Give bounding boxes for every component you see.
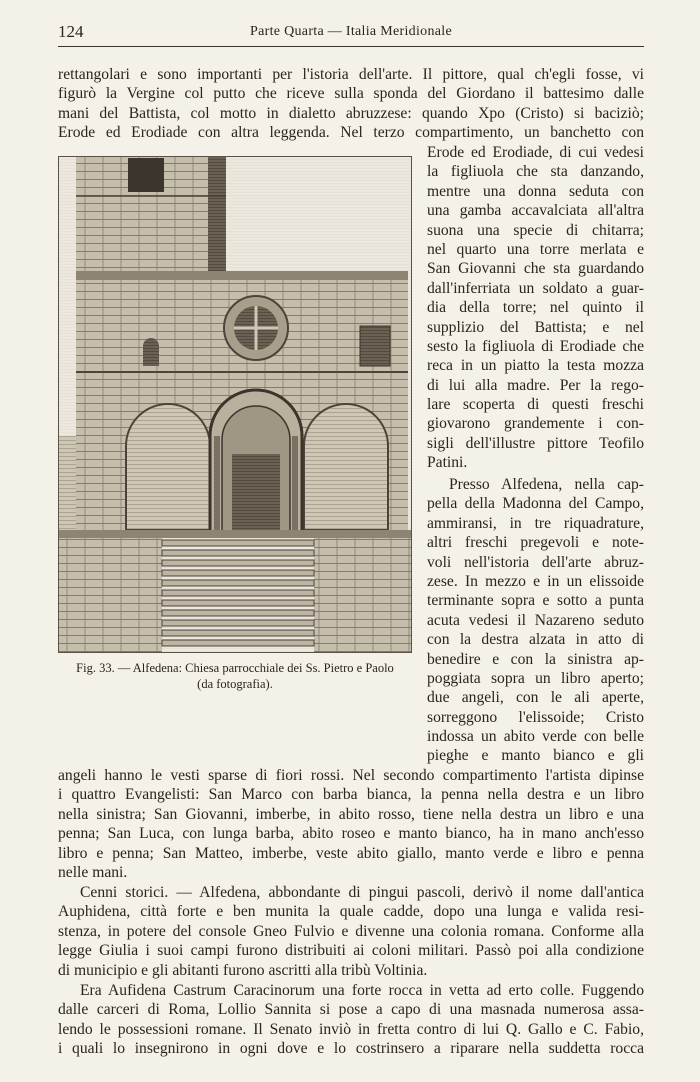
text-line: angeli hanno le vesti sparse di fiori rossi. Nel secondo compartimento l'artista dipinse	[58, 767, 644, 784]
text-line: legge Giulia i suoi campi furono distribuiti ai coloni militari. Passò poi alla condizione	[58, 942, 644, 960]
text-line: rettangolari e sono importanti per l'istoria dell'arte. Il pittore, qual ch'egli fosse, vi	[58, 66, 644, 83]
text-line: stenza, in potere del console Gneo Fulvio e divenne una colonia romana. Conforme alla	[58, 922, 644, 940]
text-line: acuta vedesi il Nazareno seduto	[427, 611, 644, 629]
text-line: altri freschi pregevoli e note-	[427, 534, 644, 552]
church-engraving	[58, 156, 412, 653]
text-line: lendo le possessioni romane. Il Senato inviò in fretta contro di lui Q. Gallo e C. Fabio,	[58, 1020, 644, 1038]
caption-line: Fig. 33. — Alfedena: Chiesa parrocchiale dei Ss. Pietro e Paolo	[76, 661, 394, 675]
running-head: Parte Quarta — Italia Meridionale	[250, 24, 452, 39]
figure-caption	[58, 660, 412, 692]
text-line: Erode ed Erodiade con altra leggenda. Nel terzo compartimento, un banchetto con	[58, 124, 644, 142]
text-line: nel quarto una torre merlata e	[427, 240, 644, 258]
text-line: terminante sopra e sotto a punta	[427, 592, 644, 610]
text-line: di lui alla madre. Per la rego-	[427, 376, 644, 394]
text-line: figurò la Vergine col putto che riceve sulla sponda del Giordano il battesimo dalle	[58, 85, 644, 103]
text-line: reca in un piatto la testa mozza	[427, 357, 644, 375]
text-line: i quali lo insegnirono in ogni dove e lo costrinsero a riparare nella suddetta rocca	[58, 1040, 644, 1058]
text-line: suona una specie di chitarra;	[427, 221, 644, 239]
text-line: zese. In mezzo e in un elissoide	[427, 572, 644, 590]
page-header	[58, 20, 644, 47]
text-line: lare scoperta di questi freschi	[427, 396, 644, 414]
text-line: mani del Battista, col motto in dialetto abruzzese: quando Xpo (Cristo) si baciziò;	[58, 104, 644, 122]
text-line: Patini.	[427, 454, 468, 472]
text-line: Auphidena, città forte e ben munita la quale cadde, dopo una lunga e valida resi-	[58, 903, 644, 921]
text-line: voli nell'istoria dell'arte abruz-	[427, 553, 644, 571]
paragraph-frescoes	[58, 65, 644, 143]
text-line: Era Aufidena Castrum Caracinorum una forte rocca in vetta ad erto colle. Fuggendo	[80, 982, 644, 999]
text-line: di municipio e gli abitanti furono ascritti alla tribù Voltinia.	[58, 961, 428, 979]
paragraph-alfedena-chapel	[427, 475, 644, 766]
text-line: due angeli, con le ali aperte,	[427, 689, 644, 707]
text-line: sesto la figliuola di Erodiade che	[427, 337, 644, 355]
paragraph-evangelists	[58, 766, 644, 882]
text-line: i quattro Evangelisti: San Marco con barba bianca, la penna nella destra e un libro	[58, 786, 644, 804]
text-line: dalle carceri di Roma, Lollio Sannita si pose a capo di una masnada numerosa assa-	[58, 1001, 644, 1019]
text-line: Presso Alfedena, nella cap-	[449, 476, 644, 493]
text-line: dall'inferriata un soldato a guar-	[427, 279, 644, 297]
text-line: supplizio del Battista; e nel	[427, 318, 644, 336]
text-line: giovarono grandemente i con-	[427, 415, 644, 433]
text-line: mentre una donna seduta con	[427, 182, 644, 200]
text-line: libro e penna; San Matteo, imberbe, veste abito giallo, manto verde e libro e penna	[58, 844, 644, 862]
text-line: pieghe e manto bianco e gli	[427, 747, 644, 765]
text-line: Cenni storici. — Alfedena, abbondante di pingui pascoli, derivò il nome dall'antica	[80, 884, 644, 901]
paragraph-aufidena-castrum	[58, 981, 644, 1059]
text-line: una gamba accavalciata all'altra	[427, 202, 644, 220]
text-line: penna; San Luca, con lunga barba, abito roseo e manto bianco, ha in mano anch'esso	[58, 825, 644, 843]
text-line: sorreggono l'elissoide; Cristo	[427, 708, 644, 726]
text-line: la figliuola che sta danzando,	[427, 163, 644, 181]
text-line: sigli dell'illustre pittore Teofilo	[427, 434, 644, 452]
page-number: 124	[58, 22, 84, 41]
paragraph-historical-notes	[58, 883, 644, 980]
caption-line: (da fotografia).	[197, 677, 273, 691]
text-line: Erode ed Erodiade, di cui vedesi	[427, 144, 644, 161]
text-line: San Giovanni che sta guardando	[427, 260, 644, 278]
text-line: nella sinistra; San Giovanni, imberbe, in abito rosso, tiene nella destra un libro e una	[58, 805, 644, 823]
text-line: ammiransi, in tre riquadrature,	[427, 514, 644, 532]
paragraph-frescoes-continued	[427, 143, 644, 473]
text-line: dia della torre; nel quinto il	[427, 299, 644, 317]
text-line: nelle mani.	[58, 863, 128, 881]
text-line: poggiata sopra un libro aperto;	[427, 669, 644, 687]
text-line: benedire e con la sinistra ap-	[427, 650, 644, 668]
text-line: pella della Madonna del Campo,	[427, 495, 644, 513]
text-line: con la destra alzata in atto di	[427, 631, 644, 649]
text-line: indossa un abito verde con belle	[427, 728, 644, 746]
